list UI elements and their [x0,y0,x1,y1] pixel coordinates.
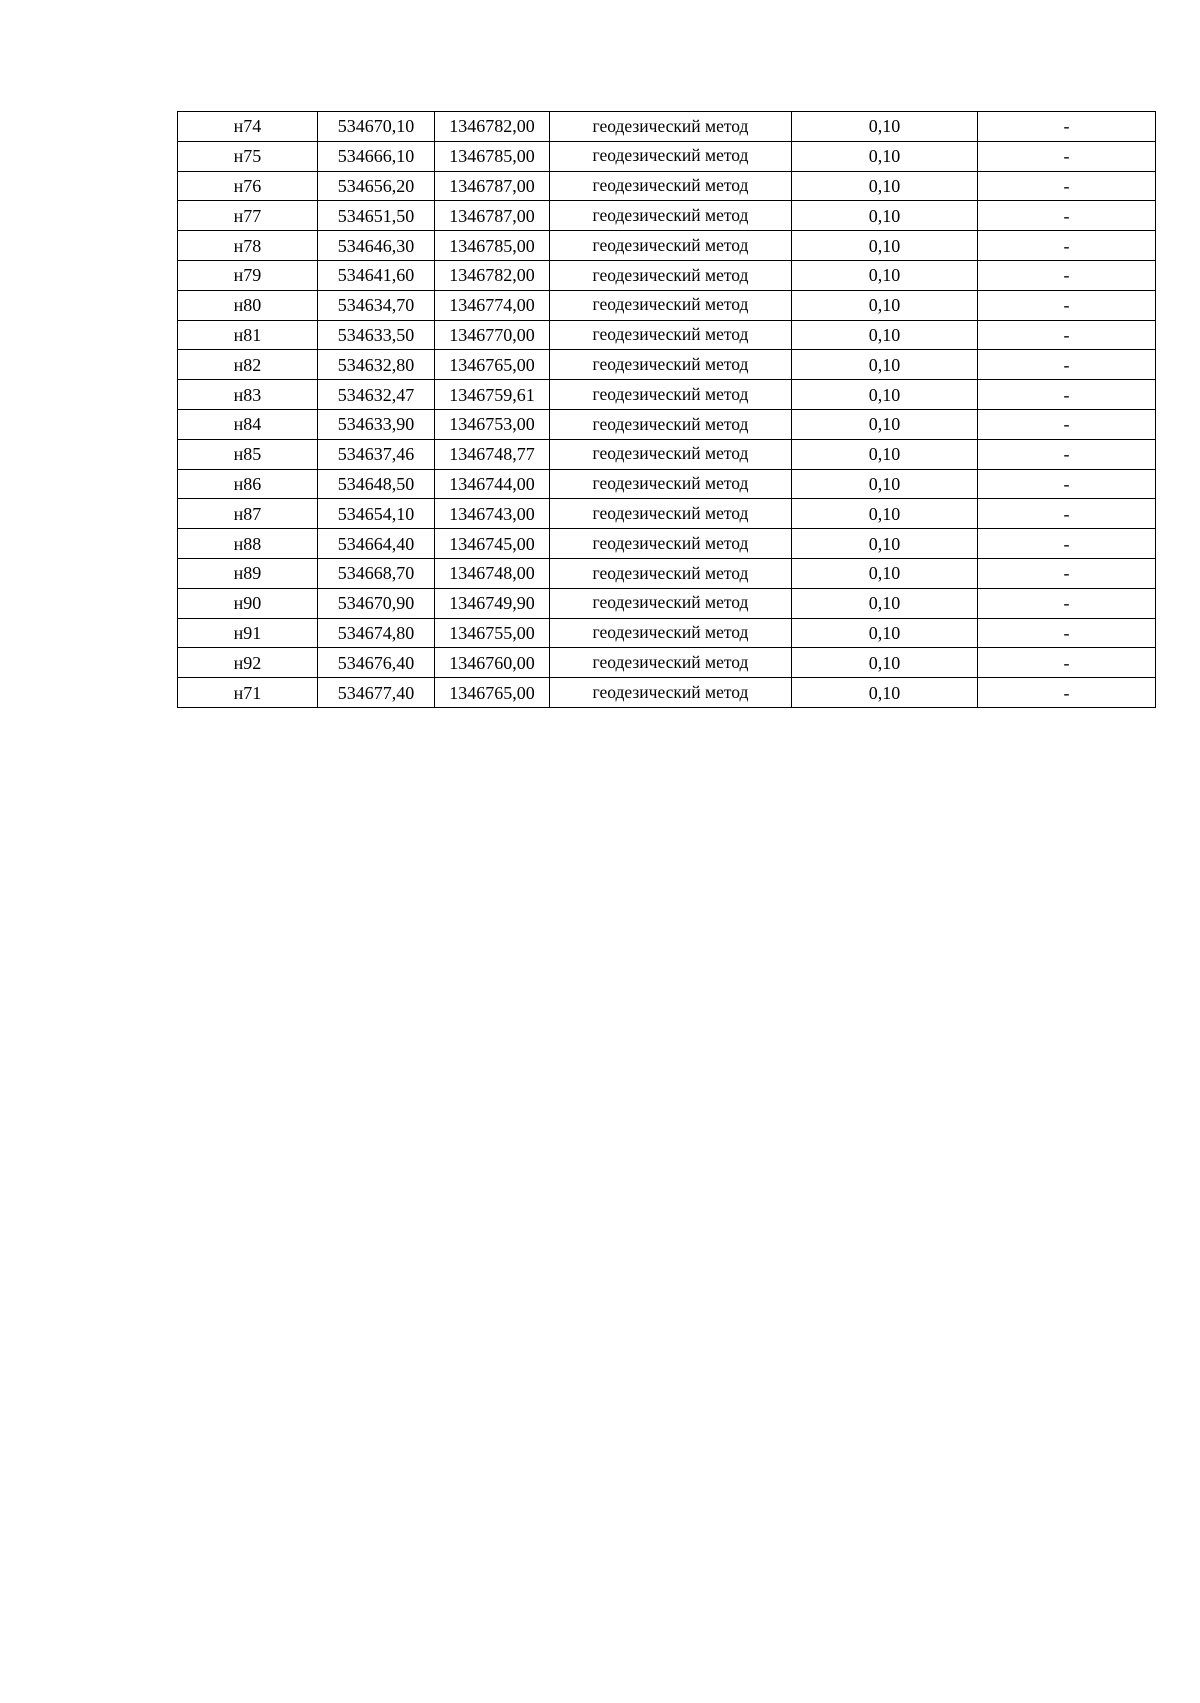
note-cell: - [978,499,1156,529]
note-cell: - [978,320,1156,350]
table-row [178,439,1156,469]
x-coordinate-cell: 534633,50 [318,320,435,350]
y-coordinate-cell: 1346760,00 [435,648,550,678]
y-coordinate-cell: 1346785,00 [435,231,550,261]
accuracy-cell: 0,10 [792,260,978,290]
table-row [178,201,1156,231]
method-cell: геодезический метод [550,260,792,290]
y-coordinate-cell: 1346744,00 [435,469,550,499]
accuracy-cell: 0,10 [792,201,978,231]
x-coordinate-cell: 534637,46 [318,439,435,469]
accuracy-cell: 0,10 [792,648,978,678]
table-row [178,171,1156,201]
method-cell: геодезический метод [550,648,792,678]
method-cell: геодезический метод [550,320,792,350]
note-cell: - [978,678,1156,708]
accuracy-cell: 0,10 [792,409,978,439]
method-cell: геодезический метод [550,201,792,231]
x-coordinate-cell: 534677,40 [318,678,435,708]
note-cell: - [978,141,1156,171]
note-cell: - [978,380,1156,410]
point-name-cell: н84 [178,409,318,439]
y-coordinate-cell: 1346782,00 [435,260,550,290]
table-row [178,529,1156,559]
note-cell: - [978,171,1156,201]
y-coordinate-cell: 1346787,00 [435,171,550,201]
point-name-cell: н92 [178,648,318,678]
point-name-cell: н79 [178,260,318,290]
note-cell: - [978,588,1156,618]
y-coordinate-cell: 1346765,00 [435,350,550,380]
table-row [178,231,1156,261]
method-cell: геодезический метод [550,529,792,559]
table-row [178,409,1156,439]
accuracy-cell: 0,10 [792,350,978,380]
accuracy-cell: 0,10 [792,529,978,559]
point-name-cell: н88 [178,529,318,559]
method-cell: геодезический метод [550,171,792,201]
method-cell: геодезический метод [550,231,792,261]
table-row [178,380,1156,410]
x-coordinate-cell: 534654,10 [318,499,435,529]
point-name-cell: н75 [178,141,318,171]
accuracy-cell: 0,10 [792,678,978,708]
x-coordinate-cell: 534664,40 [318,529,435,559]
note-cell: - [978,201,1156,231]
point-name-cell: н85 [178,439,318,469]
note-cell: - [978,558,1156,588]
note-cell: - [978,112,1156,142]
method-cell: геодезический метод [550,112,792,142]
x-coordinate-cell: 534674,80 [318,618,435,648]
accuracy-cell: 0,10 [792,290,978,320]
table-row [178,290,1156,320]
point-name-cell: н76 [178,171,318,201]
coordinates-table [177,111,1156,708]
point-name-cell: н83 [178,380,318,410]
accuracy-cell: 0,10 [792,112,978,142]
method-cell: геодезический метод [550,678,792,708]
y-coordinate-cell: 1346745,00 [435,529,550,559]
point-name-cell: н80 [178,290,318,320]
x-coordinate-cell: 534676,40 [318,648,435,678]
note-cell: - [978,469,1156,499]
table-row [178,260,1156,290]
table-row [178,499,1156,529]
accuracy-cell: 0,10 [792,558,978,588]
accuracy-cell: 0,10 [792,618,978,648]
x-coordinate-cell: 534656,20 [318,171,435,201]
note-cell: - [978,350,1156,380]
accuracy-cell: 0,10 [792,171,978,201]
method-cell: геодезический метод [550,141,792,171]
method-cell: геодезический метод [550,439,792,469]
x-coordinate-cell: 534641,60 [318,260,435,290]
method-cell: геодезический метод [550,380,792,410]
method-cell: геодезический метод [550,409,792,439]
accuracy-cell: 0,10 [792,231,978,261]
accuracy-cell: 0,10 [792,469,978,499]
x-coordinate-cell: 534634,70 [318,290,435,320]
note-cell: - [978,231,1156,261]
point-name-cell: н71 [178,678,318,708]
point-name-cell: н89 [178,558,318,588]
accuracy-cell: 0,10 [792,499,978,529]
table-row [178,320,1156,350]
note-cell: - [978,409,1156,439]
y-coordinate-cell: 1346785,00 [435,141,550,171]
note-cell: - [978,439,1156,469]
method-cell: геодезический метод [550,558,792,588]
table-row [178,648,1156,678]
point-name-cell: н90 [178,588,318,618]
point-name-cell: н77 [178,201,318,231]
point-name-cell: н81 [178,320,318,350]
x-coordinate-cell: 534632,80 [318,350,435,380]
point-name-cell: н82 [178,350,318,380]
y-coordinate-cell: 1346774,00 [435,290,550,320]
point-name-cell: н74 [178,112,318,142]
x-coordinate-cell: 534633,90 [318,409,435,439]
table-row [178,469,1156,499]
y-coordinate-cell: 1346753,00 [435,409,550,439]
y-coordinate-cell: 1346787,00 [435,201,550,231]
x-coordinate-cell: 534646,30 [318,231,435,261]
table-row [178,618,1156,648]
x-coordinate-cell: 534666,10 [318,141,435,171]
method-cell: геодезический метод [550,469,792,499]
method-cell: геодезический метод [550,350,792,380]
table-row [178,141,1156,171]
x-coordinate-cell: 534648,50 [318,469,435,499]
method-cell: геодезический метод [550,618,792,648]
point-name-cell: н86 [178,469,318,499]
method-cell: геодезический метод [550,499,792,529]
note-cell: - [978,618,1156,648]
y-coordinate-cell: 1346749,90 [435,588,550,618]
table-row [178,558,1156,588]
y-coordinate-cell: 1346782,00 [435,112,550,142]
table-row [178,350,1156,380]
accuracy-cell: 0,10 [792,380,978,410]
table-row [178,588,1156,618]
x-coordinate-cell: 534670,90 [318,588,435,618]
y-coordinate-cell: 1346765,00 [435,678,550,708]
x-coordinate-cell: 534668,70 [318,558,435,588]
point-name-cell: н91 [178,618,318,648]
note-cell: - [978,648,1156,678]
coordinates-table-body [178,112,1156,708]
y-coordinate-cell: 1346755,00 [435,618,550,648]
note-cell: - [978,290,1156,320]
table-row [178,678,1156,708]
x-coordinate-cell: 534670,10 [318,112,435,142]
x-coordinate-cell: 534632,47 [318,380,435,410]
accuracy-cell: 0,10 [792,320,978,350]
note-cell: - [978,529,1156,559]
accuracy-cell: 0,10 [792,141,978,171]
y-coordinate-cell: 1346743,00 [435,499,550,529]
y-coordinate-cell: 1346759,61 [435,380,550,410]
note-cell: - [978,260,1156,290]
y-coordinate-cell: 1346748,77 [435,439,550,469]
y-coordinate-cell: 1346770,00 [435,320,550,350]
table-row [178,112,1156,142]
method-cell: геодезический метод [550,290,792,320]
point-name-cell: н87 [178,499,318,529]
method-cell: геодезический метод [550,588,792,618]
x-coordinate-cell: 534651,50 [318,201,435,231]
y-coordinate-cell: 1346748,00 [435,558,550,588]
point-name-cell: н78 [178,231,318,261]
accuracy-cell: 0,10 [792,439,978,469]
accuracy-cell: 0,10 [792,588,978,618]
